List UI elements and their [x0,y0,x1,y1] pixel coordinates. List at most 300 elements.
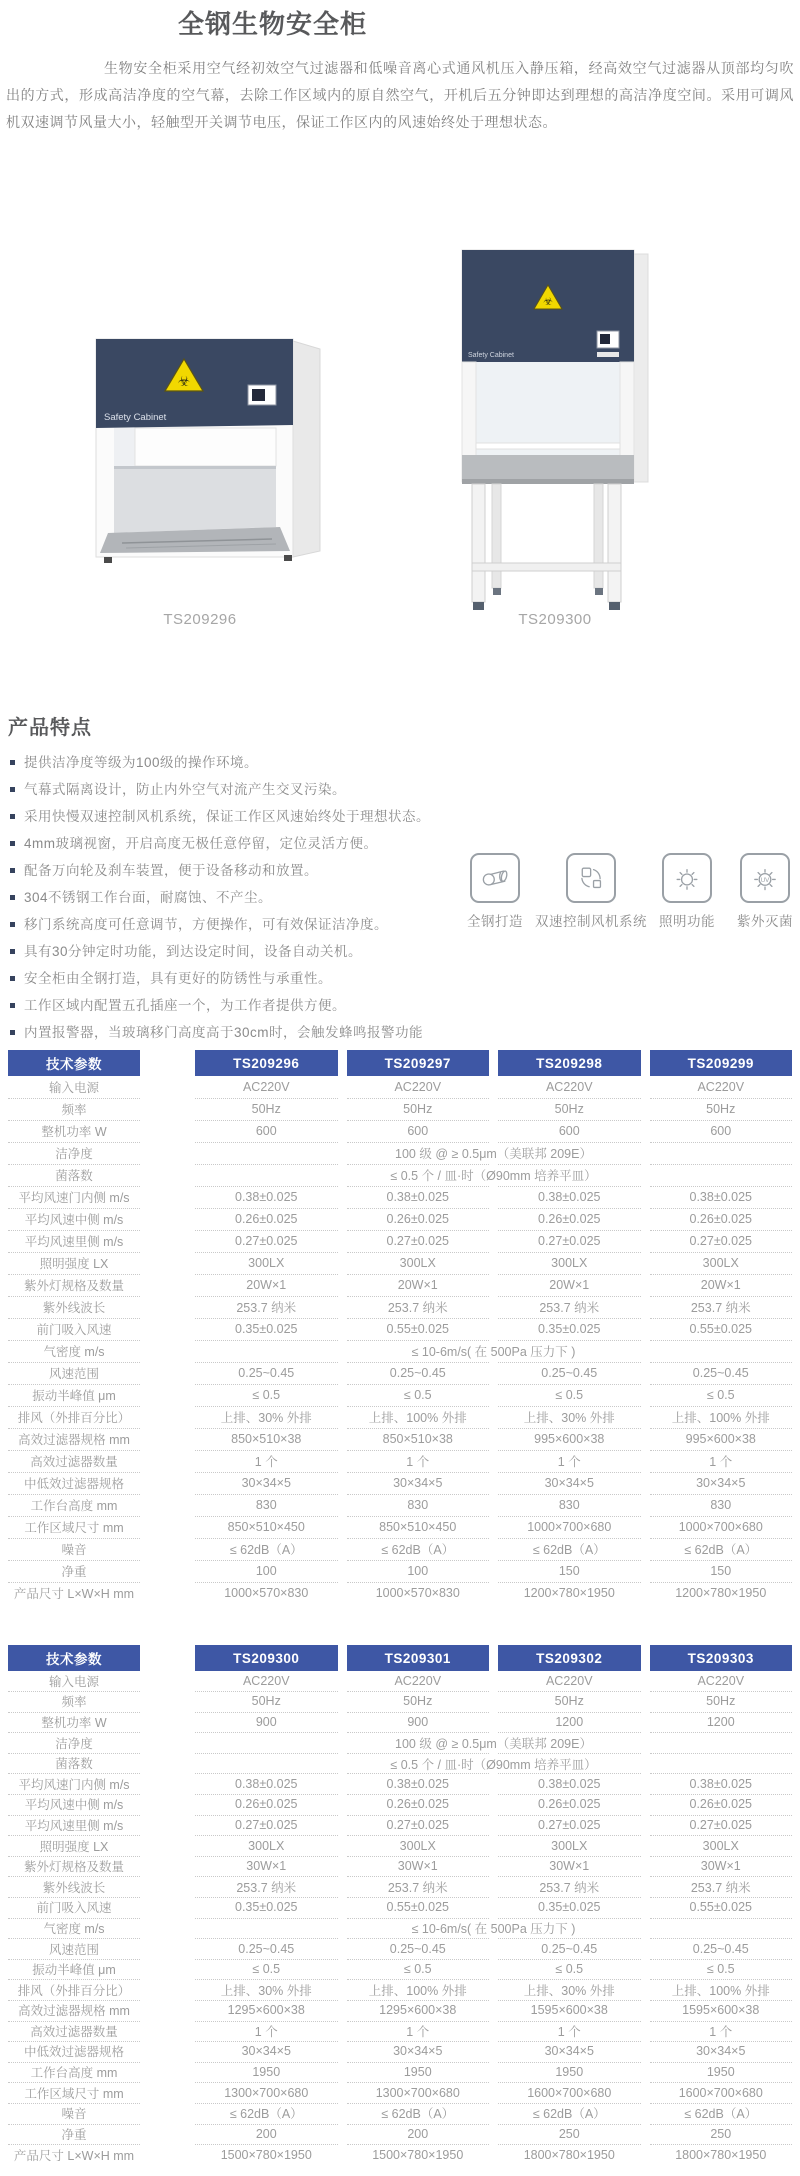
model-header-cell: TS209301 [347,1645,490,1671]
row-spacer [149,1898,186,1919]
row-spacer [149,2021,186,2042]
spec-cell: 0.25~0.45 [498,1938,641,1960]
spec-label: 净重 [8,2124,140,2146]
spec-cell: 830 [347,1494,490,1517]
spec-cell: 0.25~0.45 [347,1362,490,1385]
spec-cell: 0.26±0.025 [650,1794,793,1816]
spec-label: 平均风速里侧 m/s [8,1815,140,1837]
spec-label: 排风（外排百分比） [8,1979,140,2001]
feature-icon-label: 双速控制风机系统 [535,914,647,929]
spec-cell: 850×510×450 [195,1516,338,1539]
spec-cell: 0.27±0.025 [650,1815,793,1837]
row-spacer [149,1362,186,1384]
spec-cell: 1200 [498,1712,641,1734]
spec-label: 平均风速中侧 m/s [8,1794,140,1816]
spec-cell: 30×34×5 [498,1472,641,1495]
spec-cell: AC220V [195,1076,338,1099]
row-spacer [149,1494,186,1516]
spec-label: 产品尺寸 L×W×H mm [13,2148,135,2163]
spec-cell: ≤ 0.5 [347,1959,490,1981]
biohazard-icon: ☣ [543,296,553,308]
spec-span-value: 100 级 @ ≥ 0.5μm（美联邦 209E） [395,1147,592,1161]
spec-cell: 0.38±0.025 [347,1186,490,1209]
spec-cell: 300LX [347,1252,490,1275]
spec-cell: 0.26±0.025 [498,1208,641,1231]
spec-row [8,1296,792,1318]
spec-cell: 0.25~0.45 [498,1362,641,1385]
spec-cell: 253.7 纳米 [347,1876,490,1898]
row-spacer [149,1836,186,1857]
spec-cell: 1300×700×680 [195,2082,338,2104]
spec-cell: AC220V [650,1076,793,1099]
spec-label: 频率 [8,1691,140,1713]
spec-cell: 30×34×5 [650,2041,793,2063]
spec-row [8,1538,792,1560]
spec-cell: 上排、100% 外排 [347,1979,490,2001]
spec-cell: 1600×700×680 [498,2082,641,2104]
spec-cell: 0.55±0.025 [347,1897,490,1919]
spec-cell: ≤ 0.5 [195,1959,338,1981]
spec-row [8,1836,792,1857]
spec-cell: 50Hz [195,1691,338,1713]
spec-cell: 0.35±0.025 [195,1897,338,1919]
spec-row [8,1274,792,1296]
product-photo-ts209300 [448,245,660,617]
spec-cell: 1800×780×1950 [675,2147,767,2162]
spec-cell: 1 个 [498,2021,641,2043]
spec-cell: 上排、30% 外排 [498,1406,641,1429]
spec-cell: 20W×1 [195,1274,338,1297]
spec-cell: 253.7 纳米 [498,1296,641,1319]
spec-span-value: 100 级 @ ≥ 0.5μm（美联邦 209E） [395,1737,592,1752]
spec-cell: 上排、30% 外排 [498,1979,641,2001]
spec-cell: 20W×1 [498,1274,641,1297]
spec-cell: 995×600×38 [498,1428,641,1451]
spec-label: 紫外灯规格及数量 [8,1856,140,1878]
spec-label: 工作区域尺寸 mm [8,1516,140,1539]
row-spacer [149,1406,186,1428]
feature-steel-cylinder [460,853,530,930]
spec-cell: 0.27±0.025 [498,1230,641,1253]
row-spacer [149,1186,186,1208]
spec-cell: 0.26±0.025 [195,1208,338,1231]
header-spacer [149,1645,186,1671]
spec-cell: 0.38±0.025 [650,1186,793,1209]
spec-label: 平均风速门内侧 m/s [8,1773,140,1795]
spec-row [8,1142,792,1164]
spec-cell: 上排、100% 外排 [650,1979,793,2001]
spec-row [8,1671,792,1692]
param-header-cell: 技术参数 [8,1050,140,1076]
model-header-cell: TS209297 [347,1050,490,1076]
spec-cell: 30W×1 [498,1856,641,1878]
spec-cell: 50Hz [498,1098,641,1121]
spec-table [8,1050,792,1604]
spec-cell: ≤ 0.5 [498,1959,641,1981]
row-spacer [149,1538,186,1560]
spec-cell: 600 [347,1120,490,1143]
row-spacer [149,1671,186,1692]
spec-cell: 50Hz [347,1098,490,1121]
spec-row [8,1815,792,1836]
row-spacer [149,2042,186,2063]
row-spacer [149,2145,186,2166]
spec-label: 工作台高度 mm [8,1494,140,1517]
spec-row [8,1959,792,1980]
spec-label: 产品尺寸 L×W×H mm [13,1587,135,1601]
spec-cell: 0.38±0.025 [347,1773,490,1795]
spec-cell: 0.26±0.025 [347,1208,490,1231]
spec-label: 风速范围 [8,1938,140,1960]
row-spacer [149,1098,186,1120]
row-spacer [149,1712,186,1733]
spec-span-value: ≤ 0.5 个 / 皿·时（Ø90mm 培养平皿） [390,1757,597,1772]
spec-row [8,1856,792,1877]
spec-cell: 0.38±0.025 [195,1773,338,1795]
spec-cell: 300LX [650,1835,793,1857]
spec-label: 前门吸入风速 [8,1318,140,1341]
spec-cell: 30W×1 [347,1856,490,1878]
spec-cell: 900 [347,1712,490,1734]
spec-cell: 1300×700×680 [347,2082,490,2104]
row-spacer [149,2062,186,2083]
spec-cell: 1000×570×830 [224,1586,309,1600]
spec-cell: 250 [498,2124,641,2146]
spec-label: 振动半峰值 μm [8,1384,140,1407]
spec-cell: 上排、100% 外排 [650,1406,793,1429]
row-spacer [149,1692,186,1713]
product-gallery [0,149,800,641]
spec-row [8,1753,792,1774]
row-spacer [149,1142,186,1164]
spec-row [8,1340,792,1362]
spec-cell: 995×600×38 [650,1428,793,1451]
spec-cell: 0.38±0.025 [195,1186,338,1209]
spec-cell: ≤ 62dB（A） [347,2103,490,2125]
spec-row [8,1362,792,1384]
spec-cell: 1 个 [650,2021,793,2043]
dual-speed-fan-icon [566,853,616,903]
spec-cell: 600 [498,1120,641,1143]
svg-text:UV: UV [760,877,770,884]
spec-label: 高效过滤器规格 mm [8,1428,140,1451]
spec-tables [8,1050,792,2165]
spec-cell: 0.26±0.025 [195,1794,338,1816]
spec-cell: 50Hz [195,1098,338,1121]
spec-cell: 0.25~0.45 [347,1938,490,1960]
spec-cell: 50Hz [650,1691,793,1713]
product-caption: TS209296 [163,611,237,628]
row-spacer [149,1582,186,1604]
spec-span-value: ≤ 10-6m/s( 在 500Pa 压力下 ) [411,1922,576,1937]
spec-cell: 100 [195,1560,338,1583]
spec-cell: 0.35±0.025 [498,1897,641,1919]
spec-cell: 30×34×5 [650,1472,793,1495]
spec-cell: AC220V [650,1671,793,1693]
spec-cell: 0.55±0.025 [650,1318,793,1341]
row-spacer [149,1230,186,1252]
spec-row [8,1560,792,1582]
spec-cell: ≤ 0.5 [650,1959,793,1981]
spec-cell: 0.25~0.45 [195,1938,338,1960]
spec-row [8,1450,792,1472]
spec-cell: 830 [498,1494,641,1517]
spec-cell: 1295×600×38 [195,2000,338,2022]
spec-cell: ≤ 62dB（A） [195,2103,338,2125]
spec-cell: 300LX [498,1835,641,1857]
spec-cell: 1000×700×680 [498,1516,641,1539]
spec-label: 工作区域尺寸 mm [8,2082,140,2104]
spec-cell: 50Hz [347,1691,490,1713]
spec-cell: 0.55±0.025 [347,1318,490,1341]
spec-cell: 30×34×5 [347,1472,490,1495]
spec-label: 中低效过滤器规格 [8,1472,140,1495]
spec-cell: 0.38±0.025 [498,1773,641,1795]
spec-row [8,1582,792,1604]
spec-cell: 1 个 [650,1450,793,1473]
feature-dual-speed-fan [535,853,647,930]
spec-cell: 30×34×5 [195,2041,338,2063]
row-spacer [149,1274,186,1296]
spec-row [8,1406,792,1428]
spec-cell: 253.7 纳米 [650,1876,793,1898]
spec-row [8,1795,792,1816]
spec-cell: ≤ 62dB（A） [650,2103,793,2125]
spec-row [8,2145,792,2166]
spec-row [8,1076,792,1098]
spec-cell: 0.27±0.025 [498,1815,641,1837]
spec-label: 紫外线波长 [8,1876,140,1898]
spec-table [8,1645,792,2165]
feature-lighting [652,853,722,930]
spec-label: 平均风速里侧 m/s [8,1230,140,1253]
param-header-cell: 技术参数 [8,1645,140,1671]
spec-row [8,1692,792,1713]
model-header-cell: TS209299 [650,1050,793,1076]
features-heading: 产品特点 [8,717,92,739]
spec-label: 噪音 [8,1538,140,1561]
spec-row [8,2062,792,2083]
spec-cell: 300LX [498,1252,641,1275]
spec-cell: 1 个 [347,2021,490,2043]
spec-cell: 1800×780×1950 [523,2147,615,2162]
spec-cell: 20W×1 [347,1274,490,1297]
spec-label: 噪音 [8,2103,140,2125]
row-spacer [149,2001,186,2022]
row-spacer [149,1296,186,1318]
spec-row [8,1384,792,1406]
spec-cell: 1500×780×1950 [220,2147,312,2162]
spec-span-value: ≤ 0.5 个 / 皿·时（Ø90mm 培养平皿） [390,1169,597,1183]
spec-cell: 30×34×5 [347,2041,490,2063]
row-spacer [149,1980,186,2001]
spec-cell: 30W×1 [195,1856,338,1878]
features-section [0,749,800,1046]
spec-cell: 上排、100% 外排 [347,1406,490,1429]
row-spacer [149,1164,186,1186]
spec-cell: 0.27±0.025 [650,1230,793,1253]
feature-item: 提供洁净度等级为100级的操作环境。 [10,749,460,776]
spec-row [8,1186,792,1208]
spec-label: 工作台高度 mm [8,2062,140,2084]
spec-cell: 1000×700×680 [650,1516,793,1539]
spec-label: 整机功率 W [8,1712,140,1734]
spec-label: 风速范围 [8,1362,140,1385]
spec-cell: 0.26±0.025 [347,1794,490,1816]
spec-cell: 上排、30% 外排 [195,1979,338,2001]
spec-cell: 0.25~0.45 [195,1362,338,1385]
spec-row [8,1774,792,1795]
spec-cell: 0.25~0.45 [650,1938,793,1960]
spec-row [8,1516,792,1538]
feature-icon-label: 照明功能 [659,914,715,929]
row-spacer [149,1753,186,1774]
row-spacer [149,1856,186,1877]
spec-cell: 1950 [347,2062,490,2084]
row-spacer [149,2103,186,2124]
spec-cell: 1 个 [498,1450,641,1473]
spec-cell: 0.27±0.025 [195,1230,338,1253]
feature-item: 采用快慢双速控制风机系统，保证工作区风速始终处于理想状态。 [10,803,460,830]
spec-cell: 253.7 纳米 [195,1296,338,1319]
feature-icon-label: 全钢打造 [467,914,523,929]
row-spacer [149,1516,186,1538]
spec-label: 中低效过滤器规格 [8,2041,140,2063]
spec-cell: 0.27±0.025 [347,1230,490,1253]
row-spacer [149,1918,186,1939]
spec-label: 排风（外排百分比） [8,1406,140,1429]
spec-cell: 1 个 [347,1450,490,1473]
spec-span-value: ≤ 10-6m/s( 在 500Pa 压力下 ) [411,1345,576,1359]
spec-cell: 200 [195,2124,338,2146]
spec-cell: 上排、30% 外排 [195,1406,338,1429]
spec-label: 净重 [8,1560,140,1583]
product-photo-ts209296 [88,329,326,569]
spec-label: 高效过滤器规格 mm [8,2000,140,2022]
model-header-cell: TS209300 [195,1645,338,1671]
spec-row [8,1712,792,1733]
spec-cell: AC220V [347,1076,490,1099]
spec-cell: 830 [195,1494,338,1517]
spec-cell: 1 个 [195,2021,338,2043]
row-spacer [149,1472,186,1494]
spec-table-header [8,1645,792,1671]
spec-cell: 1200 [650,1712,793,1734]
spec-cell: 850×510×38 [347,1428,490,1451]
feature-list [0,749,460,1046]
spec-cell: 1950 [195,2062,338,2084]
spec-row [8,1877,792,1898]
product-page [0,8,800,2165]
spec-cell: 20W×1 [650,1274,793,1297]
row-spacer [149,1795,186,1816]
row-spacer [149,1774,186,1795]
spec-cell: ≤ 0.5 [347,1384,490,1407]
spec-label: 高效过滤器数量 [8,1450,140,1473]
product-caption: TS209300 [518,611,592,628]
spec-cell: 1950 [498,2062,641,2084]
spec-cell: 50Hz [650,1098,793,1121]
spec-cell: 253.7 纳米 [195,1876,338,1898]
row-spacer [149,2083,186,2104]
feature-uv-sterilize [730,853,800,930]
spec-row [8,1428,792,1450]
spec-cell: 0.35±0.025 [498,1318,641,1341]
feature-item: 具有30分钟定时功能，到达设定时间，设备自动关机。 [10,938,460,965]
spec-cell: ≤ 0.5 [195,1384,338,1407]
spec-cell: 1600×700×680 [650,2082,793,2104]
spec-row [8,1318,792,1340]
spec-cell: 0.27±0.025 [195,1815,338,1837]
row-spacer [149,1815,186,1836]
row-spacer [149,1733,186,1754]
spec-label: 前门吸入风速 [8,1897,140,1919]
spec-cell: AC220V [195,1671,338,1693]
spec-cell: 0.25~0.45 [650,1362,793,1385]
spec-label: 菌落数 [8,1164,140,1187]
spec-row [8,1494,792,1516]
spec-label: 洁净度 [8,1732,140,1754]
spec-label: 照明强度 LX [8,1835,140,1857]
spec-cell: 1595×600×38 [498,2000,641,2022]
row-spacer [149,2124,186,2145]
spec-cell: 150 [498,1560,641,1583]
spec-cell: 1 个 [195,1450,338,1473]
spec-cell: 0.26±0.025 [650,1208,793,1231]
spec-label: 气密度 m/s [8,1340,140,1363]
spec-label: 振动半峰值 μm [8,1959,140,1981]
spec-label: 整机功率 W [8,1120,140,1143]
spec-cell: 0.35±0.025 [195,1318,338,1341]
row-spacer [149,1428,186,1450]
row-spacer [149,1252,186,1274]
spec-cell: AC220V [498,1671,641,1693]
model-header-cell: TS209302 [498,1645,641,1671]
spec-cell: 0.27±0.025 [347,1815,490,1837]
spec-cell: 830 [650,1494,793,1517]
spec-cell: 50Hz [498,1691,641,1713]
feature-icon-label: 紫外灭菌 [737,914,793,929]
feature-item: 移门系统高度可任意调节，方便操作，可有效保证洁净度。 [10,911,460,938]
spec-row [8,2001,792,2022]
row-spacer [149,1560,186,1582]
spec-cell: 100 [347,1560,490,1583]
spec-cell: 30W×1 [650,1856,793,1878]
row-spacer [149,1384,186,1406]
cabinet-brand-text: Safety Cabinet [104,412,167,423]
feature-item: 304不锈钢工作台面，耐腐蚀、不产尘。 [10,884,460,911]
spec-cell: 850×510×38 [195,1428,338,1451]
spec-cell: 0.55±0.025 [650,1897,793,1919]
model-header-cell: TS209303 [650,1645,793,1671]
biohazard-icon: ☣ [177,373,191,389]
spec-cell: ≤ 62dB（A） [498,2103,641,2125]
spec-cell: 150 [650,1560,793,1583]
spec-row [8,1252,792,1274]
spec-label: 输入电源 [8,1076,140,1099]
spec-row [8,1733,792,1754]
header-spacer [149,1050,186,1076]
spec-cell: 253.7 纳米 [347,1296,490,1319]
spec-cell: 250 [650,2124,793,2146]
feature-item: 配备万向轮及刹车装置，便于设备移动和放置。 [10,857,460,884]
spec-cell: 600 [195,1120,338,1143]
row-spacer [149,1120,186,1142]
spec-row [8,1472,792,1494]
spec-label: 气密度 m/s [8,1918,140,1940]
spec-cell: 30×34×5 [498,2041,641,2063]
spec-cell: ≤ 62dB（A） [498,1538,641,1561]
